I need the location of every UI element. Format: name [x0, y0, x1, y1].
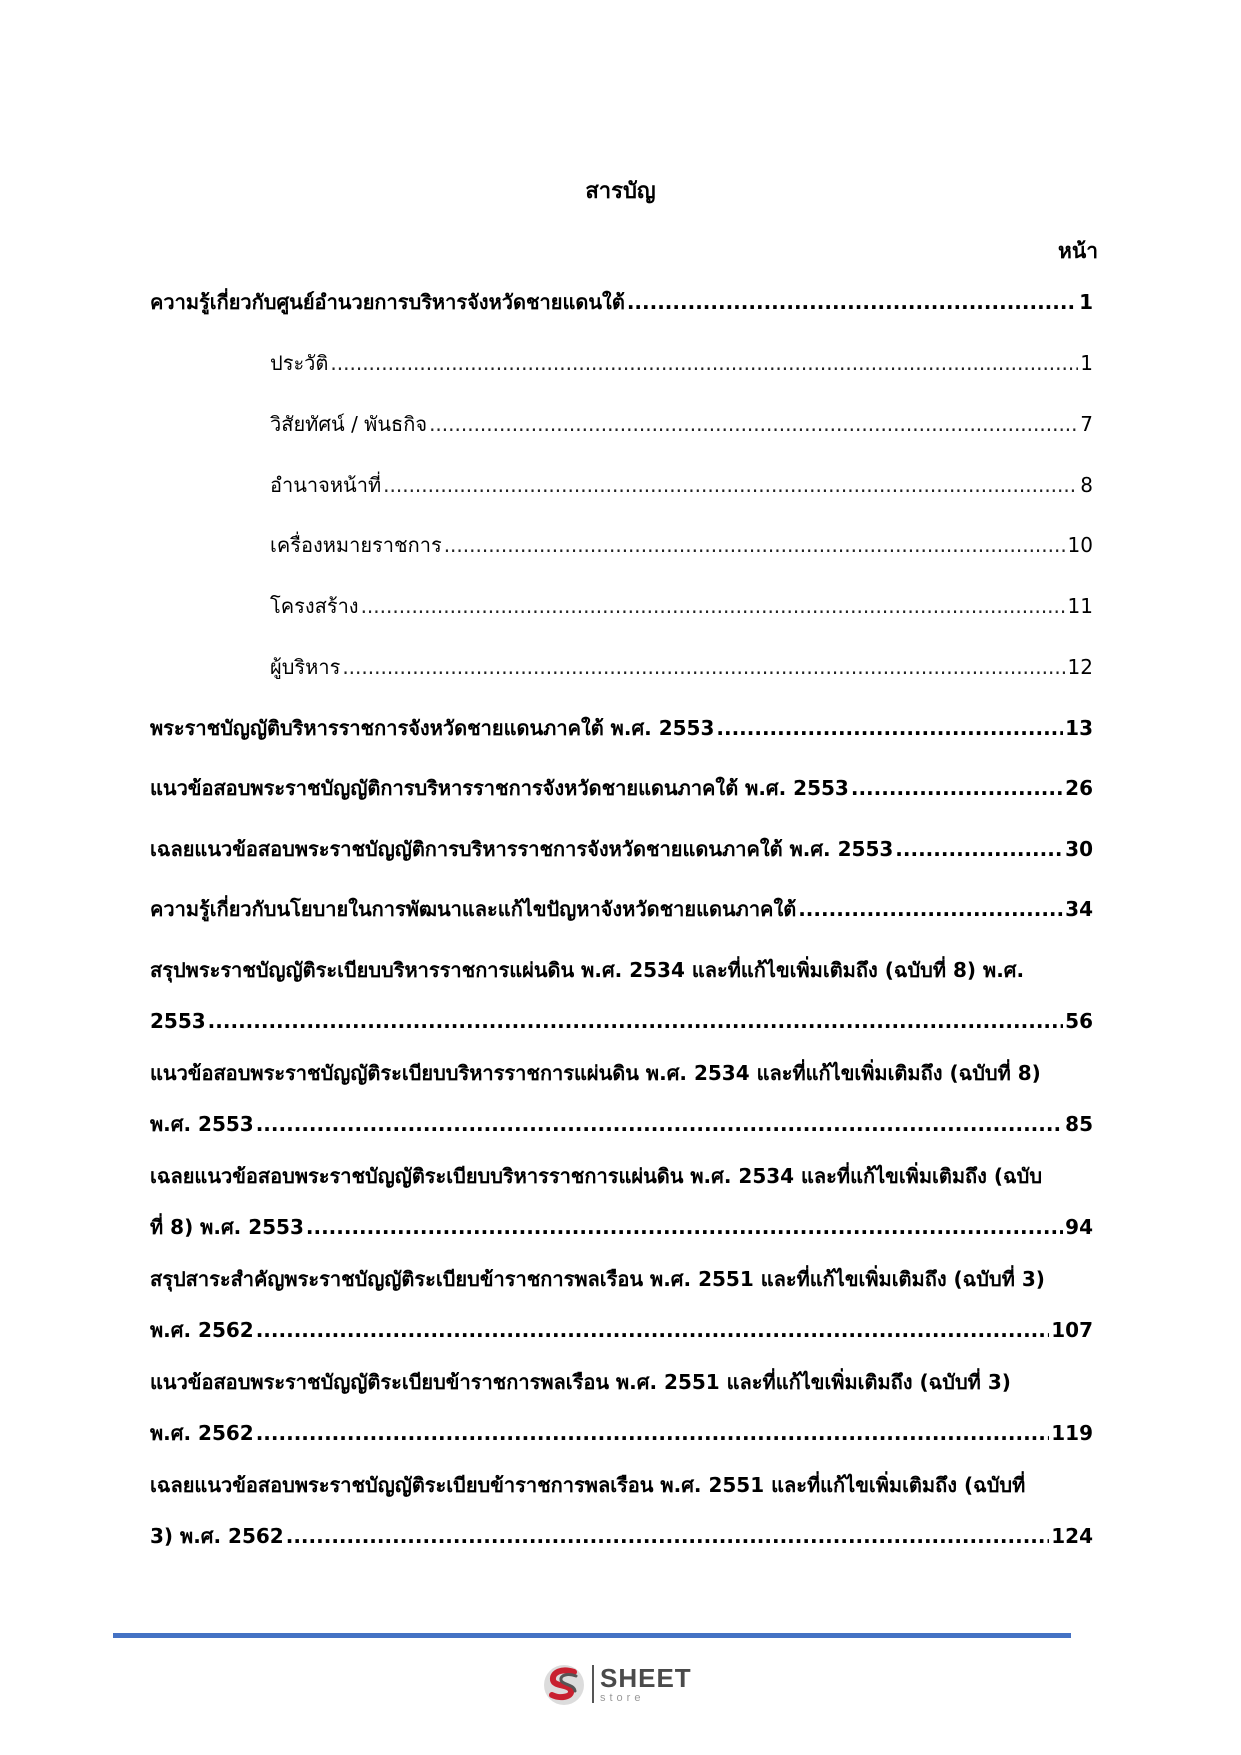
toc-entry[interactable]	[150, 1367, 1093, 1448]
toc-leader-dots	[330, 348, 1078, 378]
logo-text	[600, 1662, 692, 1704]
toc-entry-title-line2: 3) พ.ศ. 2562	[150, 1524, 284, 1548]
toc-leader-dots	[383, 470, 1078, 500]
toc-entry[interactable]	[150, 773, 1093, 803]
toc-entry-title-line2: พ.ศ. 2553	[150, 1112, 254, 1136]
toc-page-number: 107	[1051, 1318, 1093, 1342]
toc-entry-title-line1: เฉลยแนวข้อสอบพระราชบัญญัติระเบียบบริหารราชการแผ่นดิน พ.ศ. 2534 และที่แก้ไขเพิ่มเติมถึง (ฉบับ	[150, 1164, 1043, 1188]
toc-entry-title: ความรู้เกี่ยวกับศูนย์อำนวยการบริหารจังหวัดชายแดนใต้	[150, 290, 625, 314]
toc-entry-title: แนวข้อสอบพระราชบัญญัติการบริหารราชการจังหวัดชายแดนภาคใต้ พ.ศ. 2553	[150, 776, 849, 800]
toc-page-number: 85	[1065, 1112, 1093, 1136]
page-title: สารบัญ	[585, 179, 656, 204]
toc-leader-dots	[286, 1521, 1050, 1551]
sheet-store-logo-icon	[540, 1660, 588, 1708]
toc-page-number: 26	[1065, 776, 1093, 800]
toc-leader-dots	[798, 894, 1063, 924]
toc-page-number: 12	[1067, 655, 1093, 679]
toc-leader-dots	[306, 1212, 1063, 1242]
toc-leader-dots	[361, 591, 1066, 621]
toc-entry[interactable]	[150, 713, 1093, 743]
toc-leader-dots	[208, 1006, 1063, 1036]
toc-leader-dots	[716, 713, 1063, 743]
toc-entry[interactable]	[150, 1161, 1093, 1242]
toc-leader-dots	[429, 409, 1078, 439]
toc-entry-title: อำนาจหน้าที่	[270, 473, 382, 497]
toc-entry-title: พระราชบัญญัติบริหารราชการจังหวัดชายแดนภาคใต้ พ.ศ. 2553	[150, 716, 715, 740]
toc-entry-title-line1: เฉลยแนวข้อสอบพระราชบัญญัติระเบียบข้าราชการพลเรือน พ.ศ. 2551 และที่แก้ไขเพิ่มเติมถึง (ฉบับที่	[150, 1473, 1026, 1497]
toc-entry-title: ผู้บริหาร	[270, 655, 341, 679]
toc-subentry[interactable]	[270, 652, 1093, 682]
toc-leader-dots	[256, 1109, 1063, 1139]
toc-page-number: 34	[1065, 897, 1093, 921]
toc-page-number: 8	[1080, 473, 1093, 497]
toc-page-number: 11	[1067, 594, 1093, 618]
toc-entry-title: เครื่องหมายราชการ	[270, 533, 442, 557]
toc-entry-title-line1: สรุปพระราชบัญญัติระเบียบบริหารราชการแผ่นดิน พ.ศ. 2534 และที่แก้ไขเพิ่มเติมถึง (ฉบับที่ 8) พ.ศ.	[150, 958, 1025, 982]
toc-leader-dots	[895, 834, 1063, 864]
logo-divider	[592, 1665, 594, 1703]
toc-entry-title: โครงสร้าง	[270, 594, 359, 618]
toc-subentry[interactable]	[270, 409, 1093, 439]
toc-entry[interactable]	[150, 287, 1093, 317]
toc-entry-title-line2: พ.ศ. 2562	[150, 1318, 254, 1342]
toc-page-number: 13	[1065, 716, 1093, 740]
footer-logo	[540, 1658, 710, 1710]
toc-page-number: 119	[1051, 1421, 1093, 1445]
logo-word: SHEET	[600, 1662, 692, 1693]
toc-entry-title: ประวัติ	[270, 351, 329, 375]
toc-entry-title-line1: แนวข้อสอบพระราชบัญญัติระเบียบข้าราชการพลเรือน พ.ศ. 2551 และที่แก้ไขเพิ่มเติมถึง (ฉบับที่ 3)	[150, 1370, 1011, 1394]
toc-leader-dots	[627, 287, 1077, 317]
toc-leader-dots	[851, 773, 1063, 803]
toc-entry-title-line1: สรุปสาระสำคัญพระราชบัญญัติระเบียบข้าราชการพลเรือน พ.ศ. 2551 และที่แก้ไขเพิ่มเติมถึง (ฉบับที่ 3)	[150, 1267, 1045, 1291]
toc-page-number: 10	[1067, 533, 1093, 557]
toc-entry[interactable]	[150, 834, 1093, 864]
toc-leader-dots	[342, 652, 1065, 682]
logo-subword: store	[600, 1691, 645, 1704]
toc-subentry[interactable]	[270, 591, 1093, 621]
toc-subentry[interactable]	[270, 470, 1093, 500]
toc-entry-title-line1: แนวข้อสอบพระราชบัญญัติระเบียบบริหารราชการแผ่นดิน พ.ศ. 2534 และที่แก้ไขเพิ่มเติมถึง (ฉบับที่ 8)	[150, 1061, 1041, 1085]
toc-page-number: 7	[1080, 412, 1093, 436]
toc-entry-title: ความรู้เกี่ยวกับนโยบายในการพัฒนาและแก้ไขปัญหาจังหวัดชายแดนภาคใต้	[150, 897, 797, 921]
toc-entry[interactable]	[150, 1264, 1093, 1345]
toc-page-number: 124	[1051, 1524, 1093, 1548]
toc-entry[interactable]	[150, 955, 1093, 1036]
toc-subentry[interactable]	[270, 348, 1093, 378]
toc-entry-title-line2: ที่ 8) พ.ศ. 2553	[150, 1215, 304, 1239]
toc-page-number: 30	[1065, 837, 1093, 861]
toc-entry-title-line2: พ.ศ. 2562	[150, 1421, 254, 1445]
footer-rule	[113, 1633, 1071, 1638]
toc-entry-title: วิสัยทัศน์ / พันธกิจ	[270, 412, 428, 436]
toc-entry[interactable]	[150, 894, 1093, 924]
toc-page-number: 1	[1079, 290, 1093, 314]
toc-entry[interactable]	[150, 1058, 1093, 1139]
toc-page-number: 94	[1065, 1215, 1093, 1239]
toc-entry[interactable]	[150, 1470, 1093, 1551]
toc-page-number: 56	[1065, 1009, 1093, 1033]
toc-leader-dots	[444, 530, 1066, 560]
toc-entry-title-line2: 2553	[150, 1009, 206, 1033]
toc-entry-title: เฉลยแนวข้อสอบพระราชบัญญัติการบริหารราชการจังหวัดชายแดนภาคใต้ พ.ศ. 2553	[150, 837, 894, 861]
toc-leader-dots	[256, 1418, 1050, 1448]
toc-subentry[interactable]	[270, 530, 1093, 560]
page-column-label: หน้า	[1058, 239, 1098, 263]
toc-page-number: 1	[1080, 351, 1093, 375]
toc-leader-dots	[256, 1315, 1050, 1345]
